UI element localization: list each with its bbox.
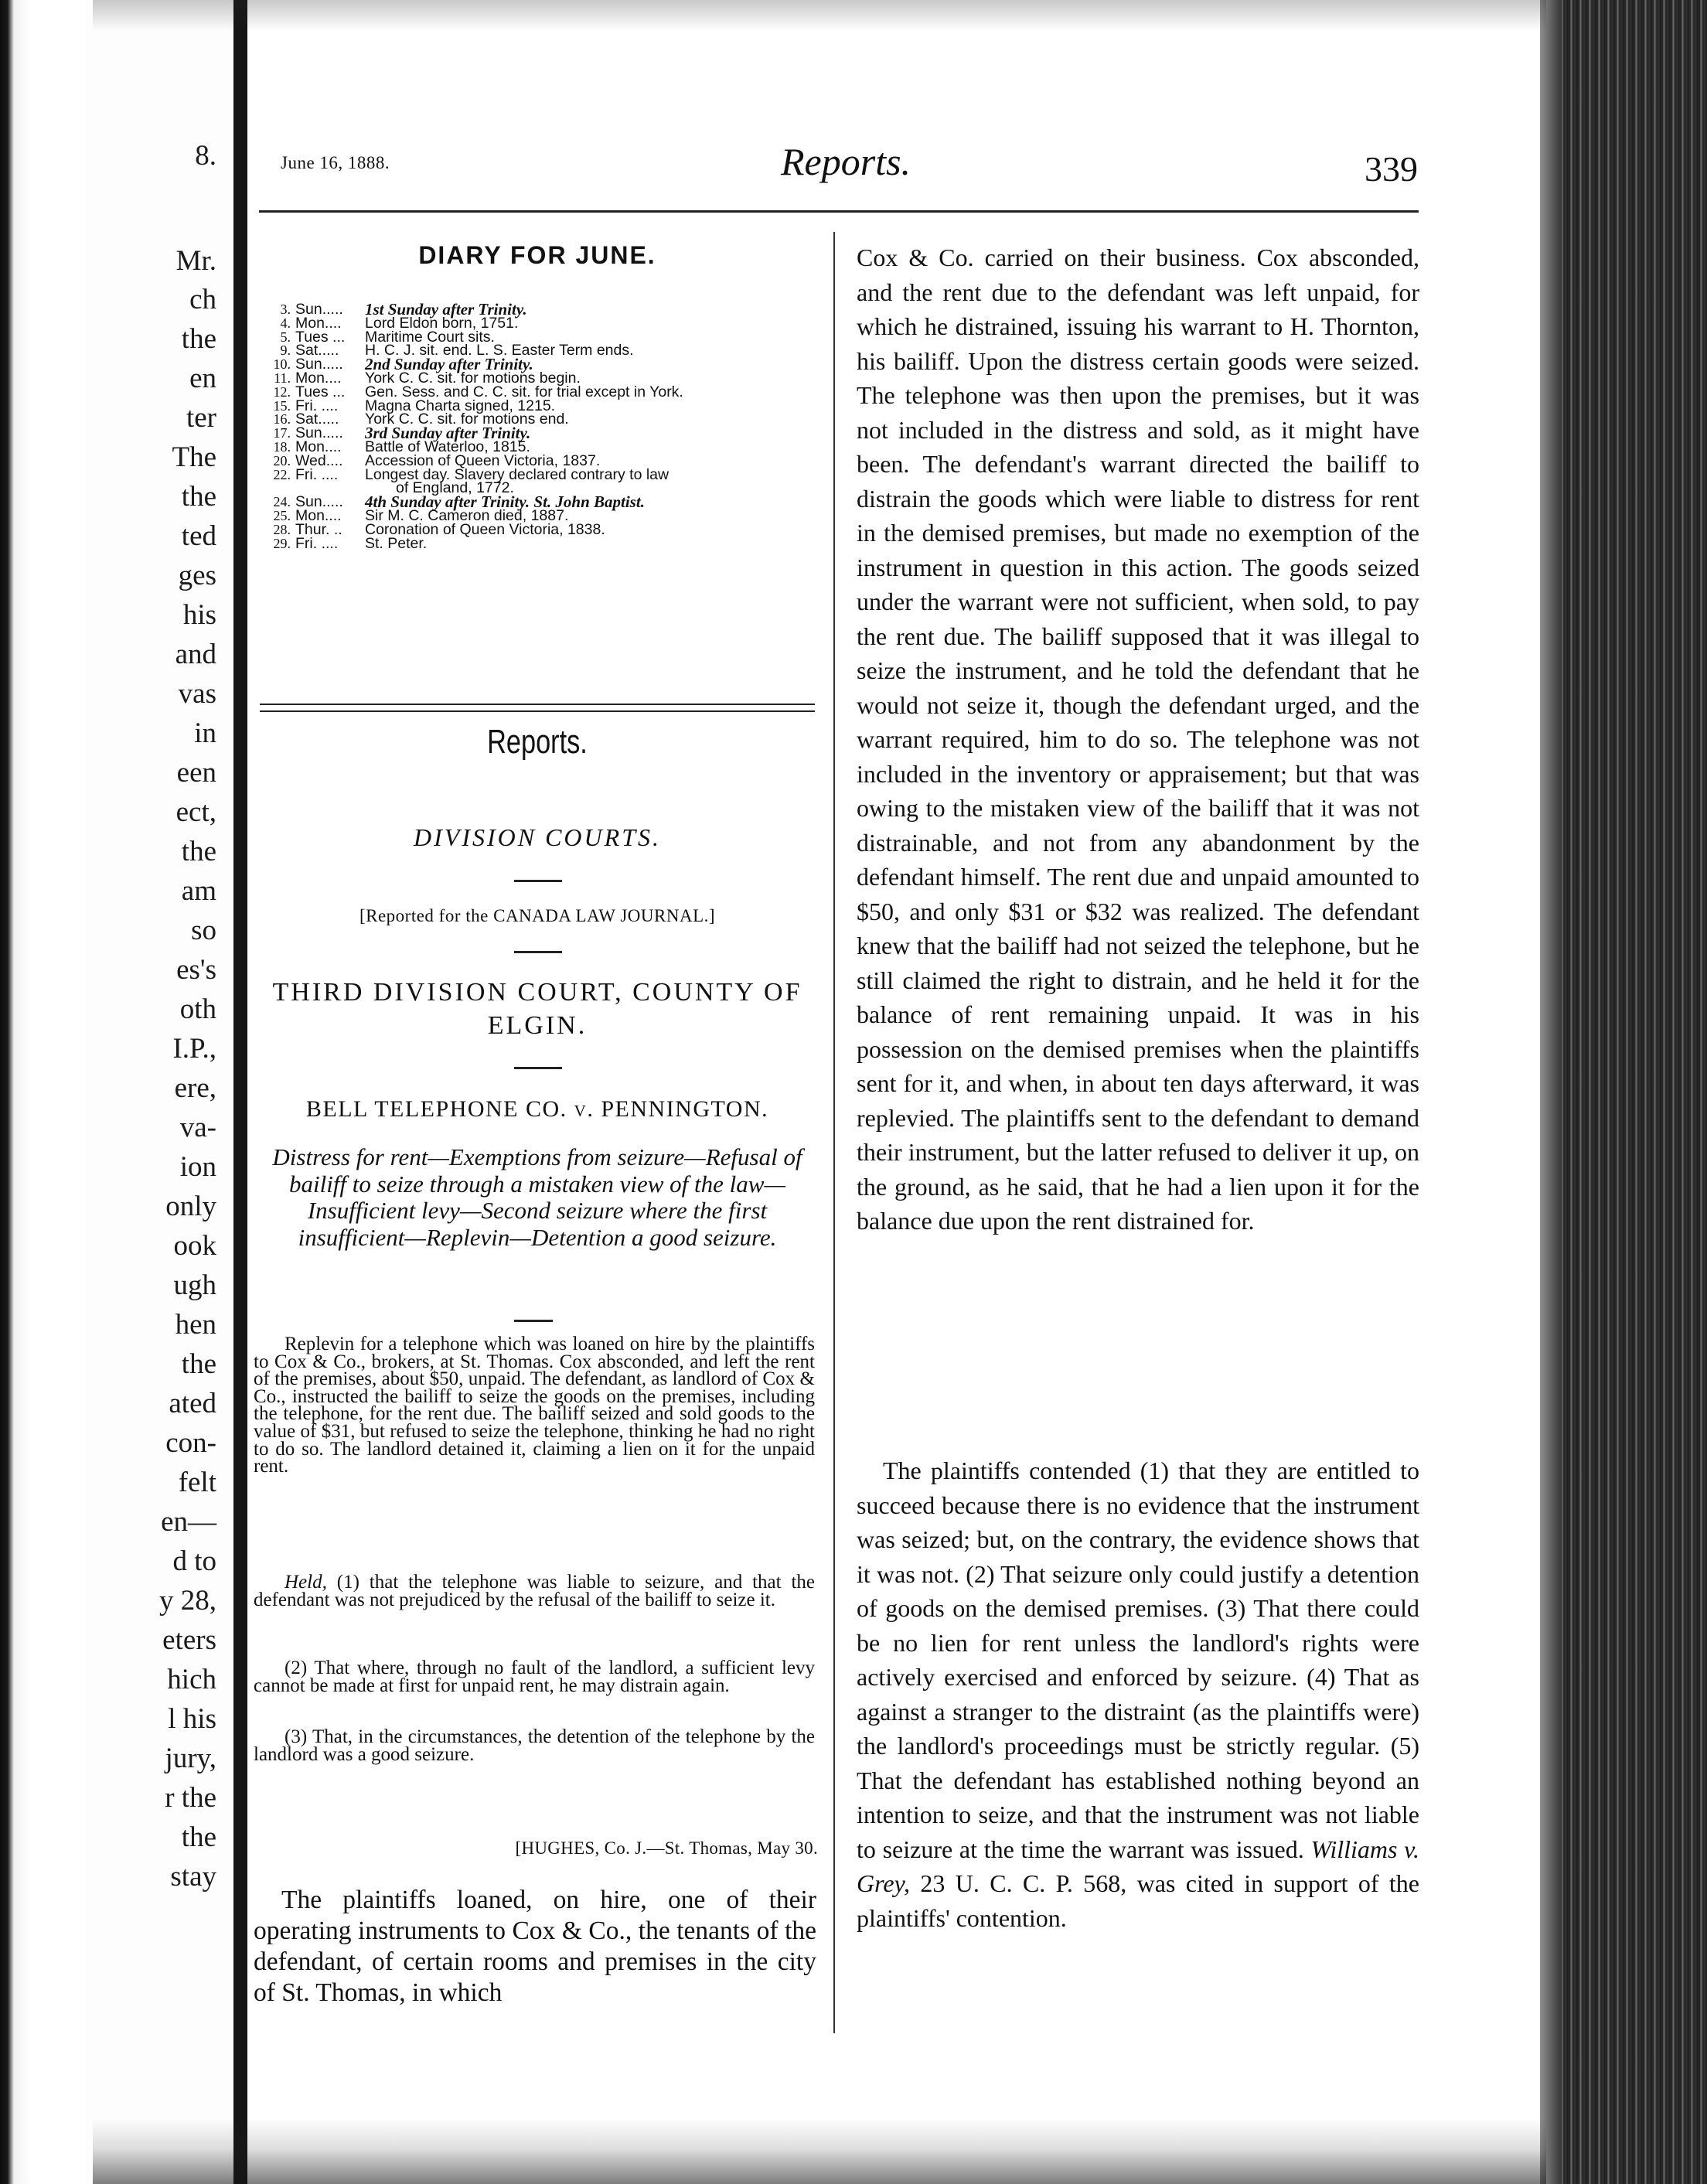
column-divider xyxy=(833,232,835,2033)
body-text-right-1 xyxy=(857,240,1419,1239)
held-paragraph-3: (3) That, in the circumstances, the detention of the telephone by the landlord was a good seizure. xyxy=(254,1726,815,1765)
book-spine-shadow xyxy=(0,0,93,2184)
diary-event: York C. C. sit. for motions end. xyxy=(365,411,569,428)
diary-weekday: Mon.... xyxy=(295,369,342,387)
facing-page-word: jury, xyxy=(165,1743,216,1774)
diary-event: 1st Sunday after Trinity. xyxy=(365,300,527,319)
held-1-text: (1) that the telephone was liable to seizure, and that the defendant was not prejudiced by the refusal of the bailiff to seize it. xyxy=(254,1572,815,1610)
facing-page-word: ect, xyxy=(175,796,216,828)
facing-page-word: hen xyxy=(175,1309,216,1341)
diary-weekday: Sun..... xyxy=(295,424,343,442)
diary-weekday: Sat..... xyxy=(295,342,339,359)
facing-page-word: stay xyxy=(170,1861,216,1893)
scan-bottom-shadow xyxy=(93,2118,1546,2184)
head-rule xyxy=(259,210,1419,213)
division-courts-heading: DIVISION COURTS. xyxy=(414,823,661,851)
facing-page-word: en xyxy=(189,363,216,394)
facing-page-word: ted xyxy=(181,520,216,552)
facing-page-word: ch xyxy=(189,284,216,315)
facing-page-word: the xyxy=(181,1821,216,1853)
facing-page-word: his xyxy=(182,599,216,631)
diary-event: Maritime Court sits. xyxy=(365,328,495,346)
diary-event: Lord Eldon born, 1751. xyxy=(365,314,519,332)
diary-entry xyxy=(260,300,832,319)
facing-page-word: va- xyxy=(179,1112,216,1143)
facing-page-word: hich xyxy=(167,1664,216,1695)
contentions-end: 23 U. C. C. P. 568, was cited in support of the plaintiffs' contention. xyxy=(857,1869,1420,1932)
facing-page-word: l his xyxy=(168,1703,216,1735)
diary-weekday: Fri. .... xyxy=(295,465,339,483)
reported-for-line: [Reported for the CANADA LAW JOURNAL.] xyxy=(359,906,716,925)
facing-page-word: eters xyxy=(162,1624,216,1656)
reports-heading: Reports. xyxy=(487,723,588,761)
diary-title: DIARY FOR JUNE. xyxy=(418,241,656,269)
diary-weekday: Fri. .... xyxy=(295,534,339,552)
diary-event: H. C. J. sit. end. L. S. Easter Term ends. xyxy=(365,342,634,359)
facts-paragraph: Cox & Co. carried on their business. Cox absconded, and the rent due to the defendant was left unpaid, for which he distrained, issuing his warrant to H. Thornton, his bailiff. Upon the distress certain goods were seized. The telephone was then upon the premises, but it was not included in the distress and sold, as it might have been. The defendant's warrant directed the bailiff to distrain the goods which were liable to distress for rent in the demised premises, but made no exemption of the instrument in question in this action. The goods seized under the warrant were not sufficient, when sold, to pay the rent due. The bailiff supposed that it was illegal to seize the instrument, and he told the defendant that he would not seize it, though the defendant urged, and the warrant required, him to do so. The telephone was not included in the inventory or appraisement; but that was owing to the mistaken view of the bailiff that it was not distrainable, and not from any abandonment by the defendant himself. The rent due and unpaid amounted to $50, and only $31 or $32 was realized. The defendant knew that the bailiff had not seized the telephone, but he still claimed the right to distrain, and he held it for the balance of rent remaining unpaid. It was in his possession on the demised premises when the plaintiffs sent for it, and when, in about ten days afterward, it was replevied. The plaintiffs sent to the defendant to demand their instrument, but the latter refused to deliver it up, on the ground, as he said, that he had a lien upon it for the balance due upon the rent distrained for. xyxy=(857,244,1419,1235)
diary-day-number: 12. xyxy=(273,383,291,400)
facing-page-word: ere, xyxy=(174,1072,216,1104)
facing-page-word: en— xyxy=(161,1506,216,1538)
diary-event: 2nd Sunday after Trinity. xyxy=(365,355,533,374)
short-rule xyxy=(514,1067,562,1069)
page-stack-edge xyxy=(1540,0,1707,2184)
diary-event: of England, 1772. xyxy=(396,479,514,497)
diary-day-number: 5. xyxy=(280,329,291,345)
section-double-rule xyxy=(260,704,815,712)
diary-day-number: 16. xyxy=(273,411,291,428)
diary-day-number: 22. xyxy=(273,466,291,482)
diary-weekday: Mon.... xyxy=(295,314,342,332)
facing-page-word: ges xyxy=(178,560,216,591)
cited-case: Williams v. Grey, xyxy=(857,1835,1420,1897)
short-rule xyxy=(514,880,562,882)
facing-page-word: and xyxy=(175,639,216,670)
diary-entry xyxy=(260,534,832,552)
short-rule xyxy=(514,951,562,953)
diary-entry xyxy=(260,520,832,538)
judge-citation: [HUGHES, Co. J.—St. Thomas, May 30. xyxy=(515,1838,818,1858)
facing-page-word: es's xyxy=(176,954,216,986)
diary-day-number: 17. xyxy=(273,425,291,441)
diary-entry xyxy=(260,344,832,358)
diary-weekday: Tues ... xyxy=(295,328,346,346)
diary-entry xyxy=(260,465,832,483)
facing-page-word: only xyxy=(165,1191,216,1222)
facing-page-word: een xyxy=(176,757,216,789)
court-title: THIRD DIVISION COURT, COUNTY OF ELGIN. xyxy=(272,978,802,1040)
diary-day-number: 29. xyxy=(273,535,291,551)
diary-weekday: Fri. .... xyxy=(295,397,339,414)
diary-entry xyxy=(260,424,832,443)
facing-page-word: am xyxy=(181,875,216,907)
diary-day-number: 18. xyxy=(273,438,291,455)
held-paragraph-1 xyxy=(254,1574,815,1609)
diary-entry xyxy=(260,413,832,427)
diary-weekday: Sun..... xyxy=(295,493,343,511)
short-rule xyxy=(514,1320,553,1322)
diary-event: St. Peter. xyxy=(365,534,428,552)
case-name: BELL TELEPHONE CO. v. PENNINGTON. xyxy=(305,1096,769,1122)
diary-day-number: 11. xyxy=(274,370,291,386)
diary-day-number: 25. xyxy=(273,507,291,523)
facing-page-word: the xyxy=(181,323,216,355)
diary-entry xyxy=(260,314,832,332)
scan-top-shadow xyxy=(93,0,1546,31)
case-summary: Replevin for a telephone which was loaned on hire by the plaintiffs to Cox & Co., brokers, at St. Thomas. Cox absconded, and left the rent of the premises, about $50, unpaid. The defendant, as landlord of Cox & Co., instructed the bailiff to seize the goods on the premises, including the telephone, for the rent due. The bailiff seized and sold goods to the value of $31, but refused to seize the telephone, thinking he had no right to do so. The landlord detained it, claiming a lien on it for the unpaid rent. xyxy=(254,1334,815,1477)
diary-day-number: 20. xyxy=(273,452,291,468)
facing-page-word: the xyxy=(181,1348,216,1380)
facing-page-word: vas xyxy=(178,678,216,710)
diary-weekday: Mon.... xyxy=(295,438,342,455)
diary-event: Accession of Queen Victoria, 1837. xyxy=(365,451,601,469)
contentions-text: The plaintiffs contended (1) that they are entitled to succeed because there is no evidence that the instrument was seized; but, on the contrary, the evidence shows that it was not. (2) That seizure only could justify a detention of goods on the demised premises. (3) That there could be no lien for rent unless the landlord's rights were actively exercised and enforced by seizure. (4) That as against a stranger to the distraint (as the plaintiffs were) the landlord's proceedings must be strictly regular. (5) That the defendant has established nothing beyond an intention to seize, and that the instrument was not liable to seizure at the time the warrant was issued. xyxy=(857,1457,1419,1863)
contentions-paragraph xyxy=(857,1453,1419,1935)
facing-page-word: felt xyxy=(178,1467,216,1498)
diary-event: 3rd Sunday after Trinity. xyxy=(365,424,531,443)
facing-page-word: Mr. xyxy=(175,245,216,277)
facing-page-word: so xyxy=(191,915,216,946)
facing-page-word: in xyxy=(194,717,216,749)
diary-weekday: Sun..... xyxy=(295,301,343,318)
diary-event: York C. C. sit. for motions begin. xyxy=(365,369,581,387)
diary-weekday: Sat..... xyxy=(295,411,339,428)
body-text-right-2 xyxy=(857,1453,1419,1935)
body-text-left: The plaintiffs loaned, on hire, one of their operating instruments to Cox & Co., the tenants of the defendant, of certain rooms and premises in the city of St. Thomas, in which xyxy=(254,1886,816,2007)
facing-page-word: 8. xyxy=(195,140,216,172)
running-head-title: Reports. xyxy=(781,140,911,183)
diary-day-number: 4. xyxy=(280,315,291,331)
diary-day-number: 9. xyxy=(280,342,291,359)
diary-weekday: Thur. .. xyxy=(295,520,342,538)
facing-page-word: I.P., xyxy=(172,1033,216,1065)
diary-day-number: 10. xyxy=(273,356,291,373)
facing-page-word: oth xyxy=(179,993,216,1025)
headnote: Distress for rent—Exemptions from seizure—Refusal of bailiff to seize through a mistaken view of the law—Insufficient levy—Second seizure where the first insufficient—Replevin—Detention a good seizure. xyxy=(272,1143,802,1251)
running-head-date: June 16, 1888. xyxy=(281,153,390,172)
diary-day-number: 28. xyxy=(273,521,291,537)
diary-event: Magna Charta signed, 1215. xyxy=(365,397,556,414)
diary-event: 4th Sunday after Trinity. St. John Baptist. xyxy=(365,492,645,512)
held-label: Held, xyxy=(284,1572,327,1593)
facing-page-word: ated xyxy=(169,1388,216,1419)
diary-event: Battle of Waterloo, 1815. xyxy=(365,438,530,455)
diary-event: Coronation of Queen Victoria, 1838. xyxy=(365,520,605,538)
diary-day-number: 15. xyxy=(273,397,291,414)
facing-page-word: r the xyxy=(165,1782,216,1814)
facing-page-word: The xyxy=(172,441,216,473)
facing-page-word: ook xyxy=(173,1230,216,1262)
facing-page-word: d to xyxy=(172,1545,216,1577)
diary-day-number: 24. xyxy=(273,494,291,510)
facing-page-word: y 28, xyxy=(159,1585,216,1617)
facing-page-word: ter xyxy=(186,402,216,434)
facing-page-word: ion xyxy=(179,1151,216,1183)
facing-page-word: the xyxy=(181,481,216,513)
diary-weekday: Sun..... xyxy=(295,356,343,373)
facing-page-word: ugh xyxy=(173,1269,216,1301)
held-paragraph-2: (2) That where, through no fault of the landlord, a sufficient levy cannot be made at first for unpaid rent, he may distrain again. xyxy=(254,1658,815,1696)
diary-weekday: Wed.... xyxy=(295,451,343,469)
diary-list xyxy=(260,300,832,552)
facing-page-fragment xyxy=(85,0,247,2184)
facing-page-word: con- xyxy=(165,1427,216,1459)
diary-weekday: Tues ... xyxy=(295,383,346,400)
diary-event: Gen. Sess. and C. C. sit. for trial except in York. xyxy=(365,383,683,400)
facing-page-word: the xyxy=(181,836,216,867)
diary-event: Longest day. Slavery declared contrary to law xyxy=(365,465,670,483)
diary-weekday: Mon.... xyxy=(295,506,342,524)
diary-event: Sir M. C. Cameron died, 1887. xyxy=(365,506,569,524)
page-number: 339 xyxy=(1365,149,1418,189)
diary-day-number: 3. xyxy=(280,302,291,317)
